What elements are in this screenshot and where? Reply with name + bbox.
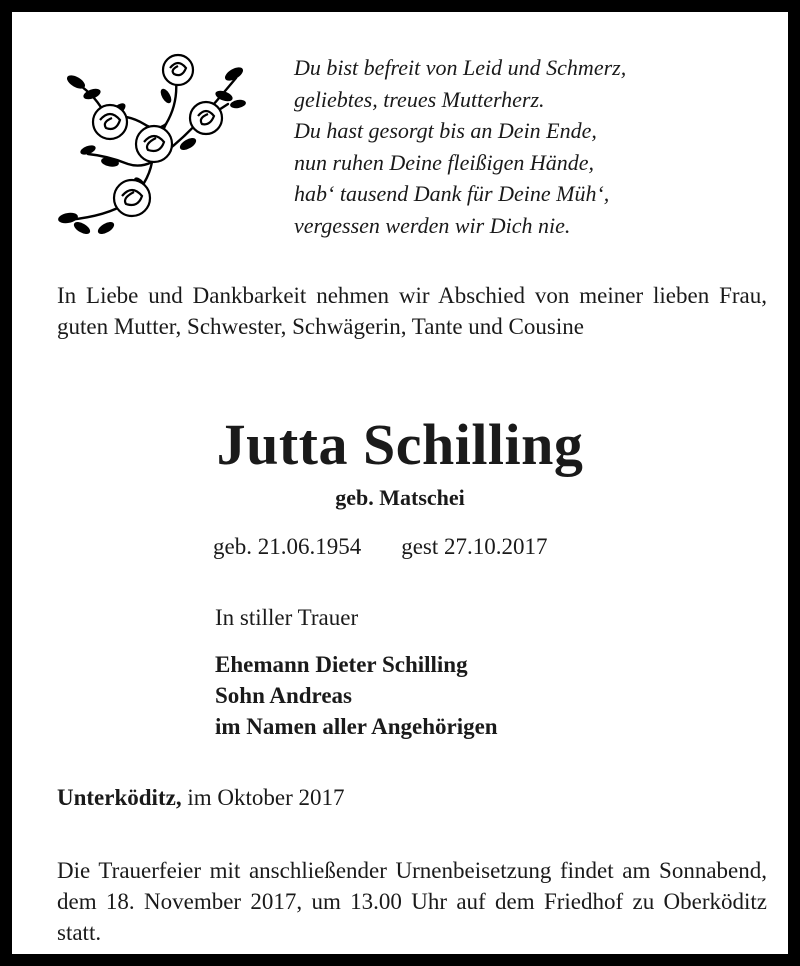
roses-icon <box>48 44 258 244</box>
poem-line: nun ruhen Deine fleißigen Hände, <box>294 149 594 175</box>
notice-date: im Oktober 2017 <box>187 785 345 810</box>
survivor-entry: im Namen aller Angehörigen <box>215 714 498 739</box>
poem-line: hab‘ tausend Dank für Deine Müh‘, <box>294 181 610 206</box>
survivors-list <box>215 649 498 742</box>
poem-verse <box>294 52 784 241</box>
farewell-paragraph: In Liebe und Dankbarkeit nehmen wir Abschied von meiner lieben Frau, guten Mutter, Schwester, Schwägerin, Tante und Cousine <box>57 283 767 339</box>
birth-date: geb. 21.06.1954 <box>213 534 362 559</box>
maiden-name: geb. Matschei <box>335 485 465 510</box>
place-name: Unterköditz, <box>57 785 182 810</box>
funeral-notice: Die Trauerfeier mit anschließender Urnenbeisetzung findet am Sonnabend, dem 18. November 2017, um 13.00 Uhr auf dem Friedhof zu Oberköditz statt. <box>57 858 767 945</box>
poem-line: Du bist befreit von Leid und Schmerz, <box>294 55 627 80</box>
deceased-name: Jutta Schilling <box>216 412 584 477</box>
death-date: gest 27.10.2017 <box>401 534 548 559</box>
poem-line: vergessen werden wir Dich nie. <box>294 212 571 238</box>
poem-line: Du hast gesorgt bis an Dein Ende, <box>294 118 597 143</box>
place-date-line <box>57 782 344 814</box>
poem-line: geliebtes, treues Mutterherz. <box>294 86 545 112</box>
mourning-line: In stiller Trauer <box>215 605 359 630</box>
survivor-entry: Ehemann Dieter Schilling <box>215 652 468 677</box>
life-dates <box>213 531 548 563</box>
survivor-entry: Sohn Andreas <box>215 683 353 708</box>
